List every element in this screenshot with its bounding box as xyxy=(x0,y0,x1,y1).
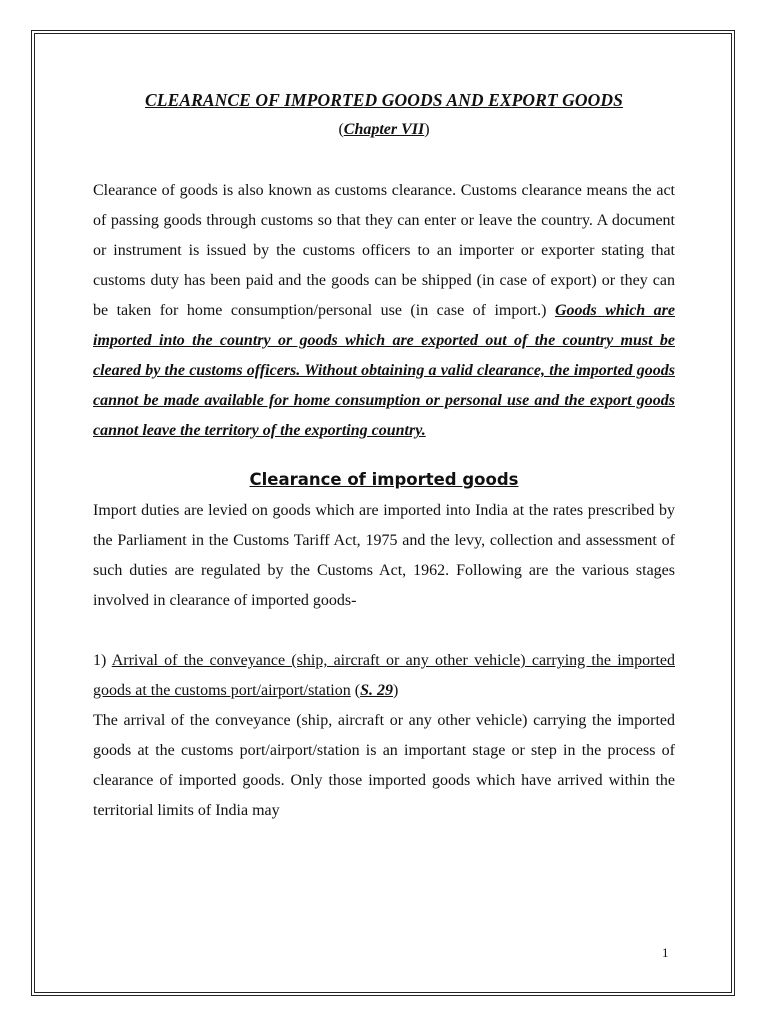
stage1-heading: Arrival of the conveyance (ship, aircraft or any other vehicle) carrying the imported goods at the customs port/airport/station xyxy=(93,652,675,699)
chapter-reference xyxy=(93,120,675,140)
intro-emphasis: Goods which are imported into the country or goods which are exported out of the country must be cleared by the customs officers. Without obtaining a valid clearance, the imported goods cannot be made available for home consumption or personal use and the export goods cannot leave the territory of the exporting country. xyxy=(93,302,676,439)
document-title: CLEARANCE OF IMPORTED GOODS AND EXPORT GOODS xyxy=(145,90,623,110)
stage1-number: 1) xyxy=(93,652,112,669)
chapter-close-paren: ) xyxy=(424,121,430,138)
section-intro-paragraph: Import duties are levied on goods which are imported into India at the rates prescribed by the Parliament in the Customs Tariff Act, 1975 and the levy, collection and assessment of such duties are regulated by the Customs Act, 1962. Following are the various stages involved in clearance of imported goods- xyxy=(93,502,675,609)
intro-text: Clearance of goods is also known as customs clearance. Customs clearance means the act of passing goods through customs so that they can enter or leave the country. A document or instrument is issued by the customs officers to an importer or exporter stating that customs duty has been paid and the goods can be shipped (in case of export) or they can be taken for home consumption/personal use (in case of import.) xyxy=(93,182,675,319)
chapter-open-paren: ( xyxy=(338,121,344,138)
stage1-heading-paragraph xyxy=(93,646,675,706)
stage1-section-ref: S. 29 xyxy=(360,682,393,699)
chapter-label: Chapter VII xyxy=(343,121,425,138)
stage1-paragraph: The arrival of the conveyance (ship, aircraft or any other vehicle) carrying the imported goods at the customs port/airport/station is an important stage or step in the process of clearance of imported goods. Only those imported goods which have arrived within the territorial limits of India may xyxy=(93,712,675,819)
page-number: 1 xyxy=(662,945,669,960)
stage1-ref-open: ( xyxy=(350,682,361,699)
section-heading: Clearance of imported goods xyxy=(249,470,519,489)
intro-paragraph xyxy=(93,176,675,446)
document-body xyxy=(93,88,675,826)
stage1-ref-close: ) xyxy=(392,682,399,699)
